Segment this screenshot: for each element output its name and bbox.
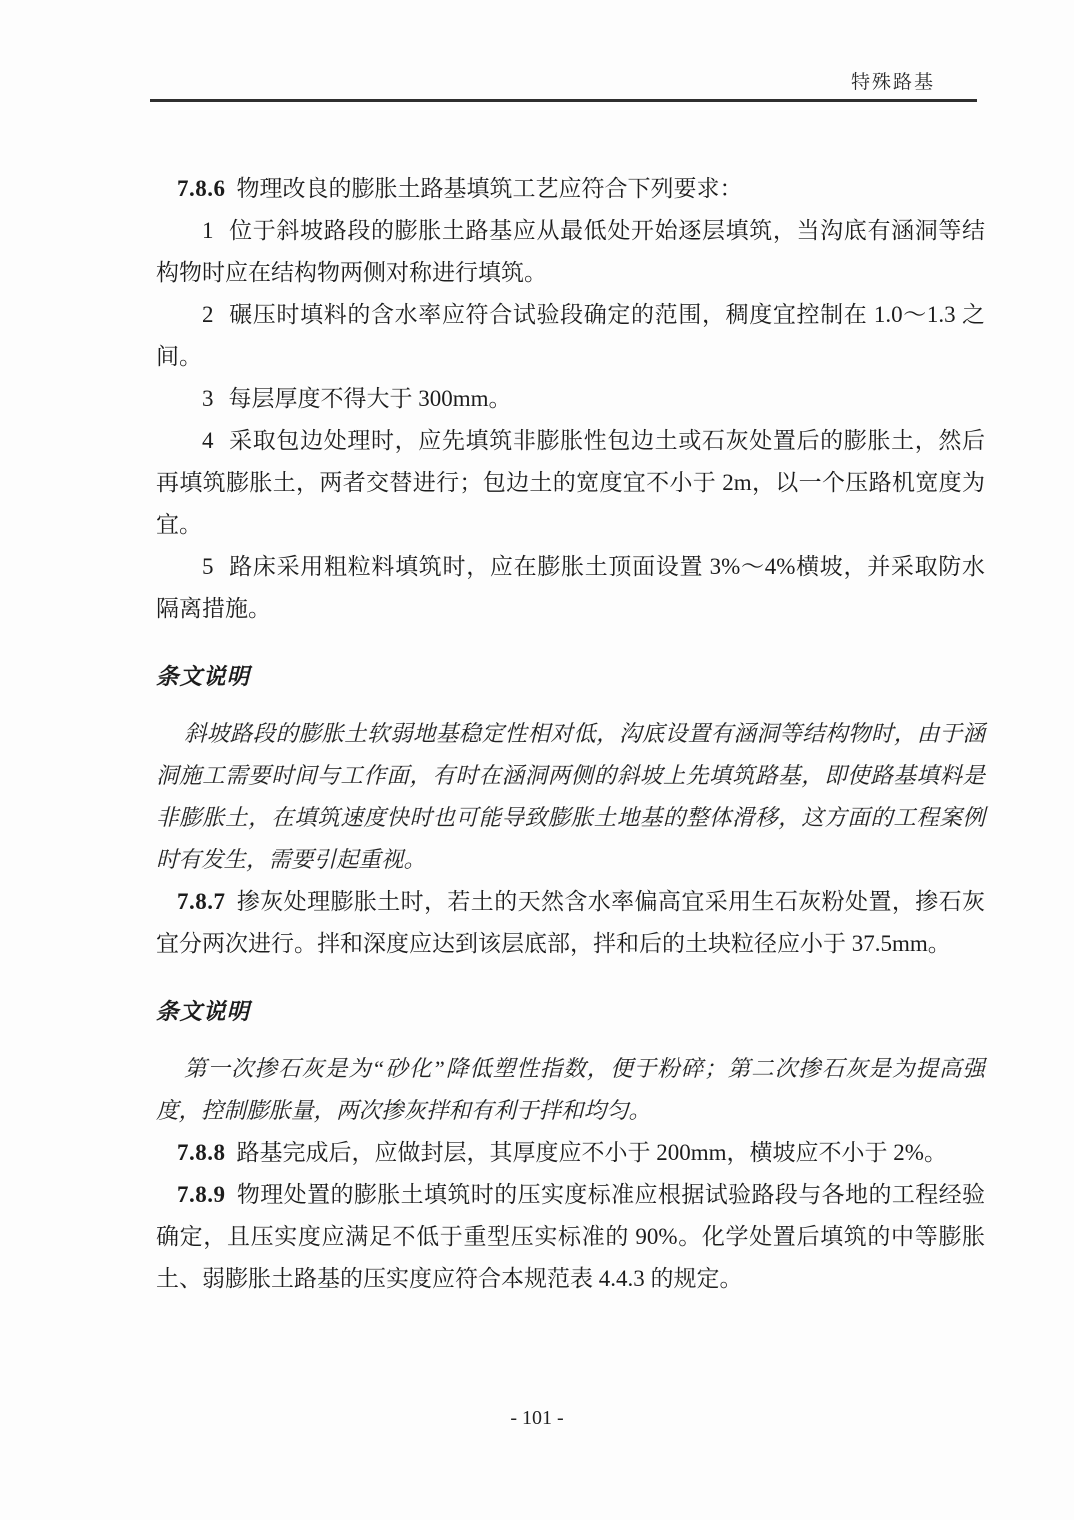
clause-786-commentary-text: 斜坡路段的膨胀土软弱地基稳定性相对低，沟底设置有涵洞等结构物时，由于涵洞施工需要时间与工作面，有时在涵洞两侧的斜坡上先填筑路基，即使路基填料是非膨胀土，在填筑速度快时也可能导致膨胀土地基的整体滑移，这方面的工程案例时有发生，需要引起重视。 <box>156 721 985 872</box>
clause-789-number: 7.8.9 <box>177 1182 226 1207</box>
item-3-text: 每层厚度不得大于 300mm。 <box>228 386 512 411</box>
clause-786-text: 物理改良的膨胀土路基填筑工艺应符合下列要求： <box>236 176 743 201</box>
clause-788-number: 7.8.8 <box>177 1140 226 1165</box>
item-1-number: 1 <box>202 218 214 243</box>
item-4-text: 采取包边处理时，应先填筑非膨胀性包边土或石灰处置后的膨胀土，然后再填筑膨胀土，两者交替进行；包边土的宽度宜不小于 2m，以一个压路机宽度为宜。 <box>156 428 985 537</box>
clause-786-item-4 <box>156 420 985 546</box>
clause-786-item-2 <box>156 294 985 378</box>
clause-789-text: 物理处置的膨胀土填筑时的压实度标准应根据试验路段与各地的工程经验确定，且压实度应满足不低于重型压实标准的 90%。化学处置后填筑的中等膨胀土、弱膨胀土路基的压实度应符合本规范表 4.4.3 的规定。 <box>156 1182 985 1291</box>
clause-786-item-5 <box>156 546 985 630</box>
item-2-number: 2 <box>202 302 214 327</box>
document-body <box>156 102 985 1300</box>
clause-787-commentary-text: 第一次掺石灰是为“砂化”降低塑性指数，便于粉碎；第二次掺石灰是为提高强度，控制膨胀量，两次掺灰拌和有利于拌和均匀。 <box>156 1056 985 1123</box>
clause-786-number: 7.8.6 <box>177 176 226 201</box>
page-number: - 101 - <box>510 1407 564 1429</box>
clause-786-item-1 <box>156 210 985 294</box>
clause-786-item-3 <box>156 378 985 420</box>
clause-787-paragraph <box>156 881 985 965</box>
clause-787-commentary-heading: 条文说明 <box>156 999 251 1024</box>
page-header <box>150 0 977 102</box>
item-3-number: 3 <box>202 386 214 411</box>
item-2-text: 碾压时填料的含水率应符合试验段确定的范围，稠度宜控制在 1.0～1.3 之间。 <box>156 302 985 369</box>
clause-788-paragraph <box>156 1132 985 1174</box>
clause-789-paragraph <box>156 1174 985 1300</box>
item-4-number: 4 <box>202 428 214 453</box>
item-5-number: 5 <box>202 554 214 579</box>
clause-786-paragraph <box>156 168 985 210</box>
clause-786-commentary-heading: 条文说明 <box>156 664 251 689</box>
clause-787-number: 7.8.7 <box>177 889 226 914</box>
clause-788-text: 路基完成后，应做封层，其厚度应不小于 200mm，横坡应不小于 2%。 <box>236 1140 947 1165</box>
clause-787-text: 掺灰处理膨胀土时，若土的天然含水率偏高宜采用生石灰粉处置，掺石灰宜分两次进行。拌和深度应达到该层底部，拌和后的土块粒径应小于 37.5mm。 <box>156 889 985 956</box>
item-5-text: 路床采用粗粒料填筑时，应在膨胀土顶面设置 3%～4%横坡，并采取防水隔离措施。 <box>156 554 985 621</box>
running-head: 特殊路基 <box>850 72 935 93</box>
item-1-text: 位于斜坡路段的膨胀土路基应从最低处开始逐层填筑，当沟底有涵洞等结构物时应在结构物两侧对称进行填筑。 <box>156 218 985 285</box>
